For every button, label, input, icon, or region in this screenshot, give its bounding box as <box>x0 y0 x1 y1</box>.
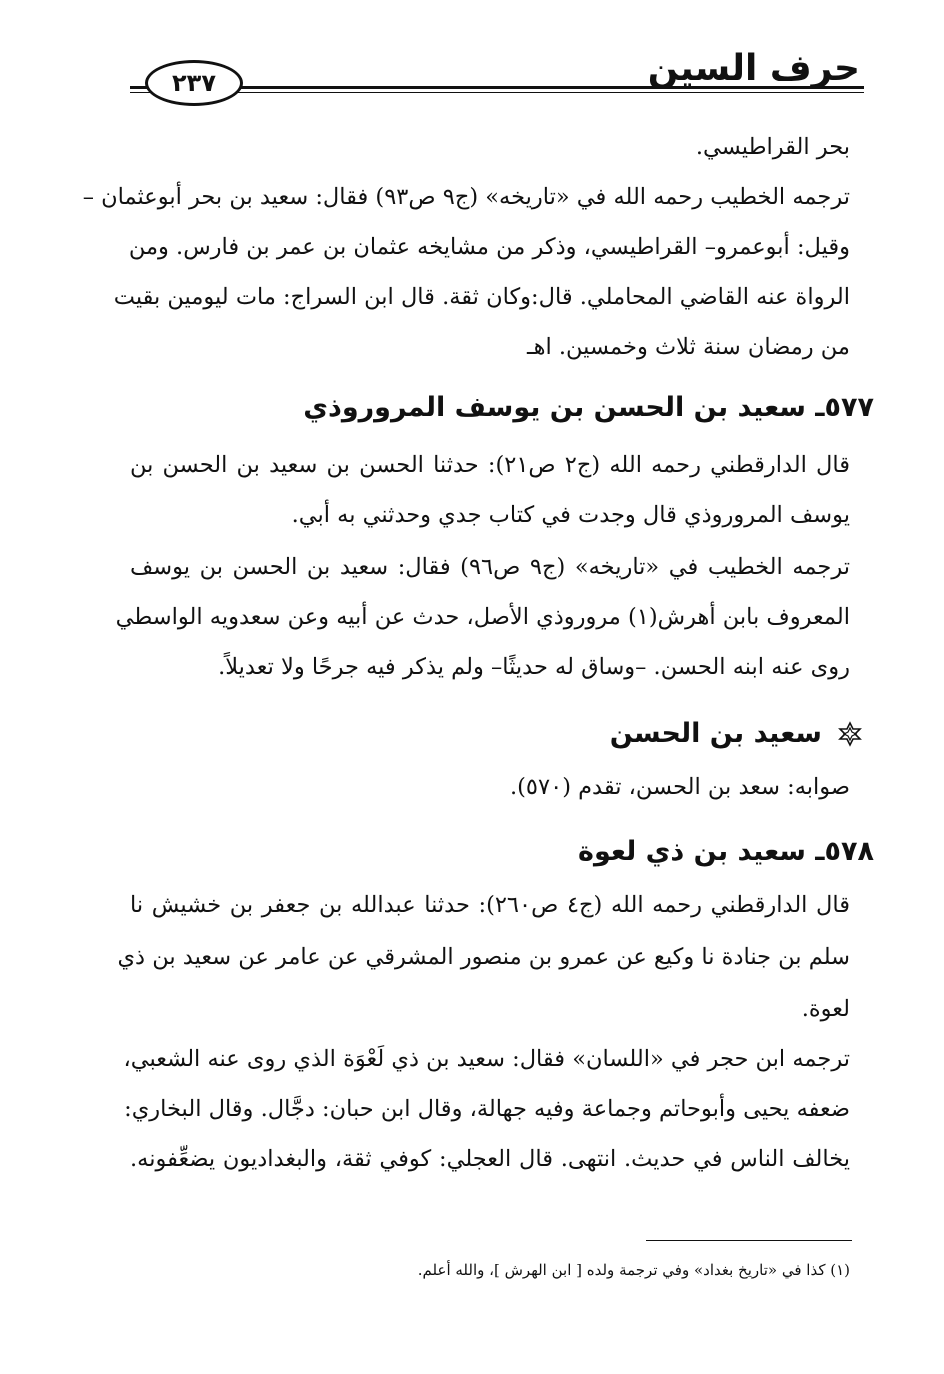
intro-line: من رمضان سنة ثلاث وخمسين. اهـ <box>527 334 850 360</box>
note-entry-text: صوابه: سعد بن الحسن، تقدم (٥٧٠). <box>509 774 850 800</box>
header-rule-thin <box>130 92 864 93</box>
entry-heading-578: ٥٧٨ـ سعيد بن ذي لعوة <box>578 836 874 867</box>
entry-577-text: ترجمه الخطيب في «تاريخه» (ج٩ ص٩٦) فقال: سعيد بن الحسن بن يوسف <box>130 554 850 580</box>
chapter-title: حرف السين <box>647 48 860 89</box>
entry-577-text: قال الدارقطني رحمه الله (ج٢ ص٢١): حدثنا الحسن بن سعيد بن الحسن بن <box>130 452 851 478</box>
entry-578-text: ضعفه يحيى وأبوحاتم وجماعة وفيه جهالة، وقال ابن حبان: دجَّال. وقال البخاري: <box>124 1096 850 1122</box>
entry-577-text: المعروف بابن أهرش(١) مروروذي الأصل، حدث عن أبيه وعن سعدويه الواسطي <box>115 604 850 630</box>
entry-heading-577: ٥٧٧ـ سعيد بن الحسن بن يوسف المروروذي <box>303 392 874 423</box>
star-ornament-icon <box>838 722 862 746</box>
footnote: (١) كذا في «تاريخ بغداد» وفي ترجمة ولده [ ابن الهرش ]، والله أعلم. <box>417 1261 850 1279</box>
note-entry-heading <box>610 718 862 749</box>
entry-578-text: سلم بن جنادة نا وكيع عن عمرو بن منصور المشرقي عن عامر عن سعيد بن ذي <box>117 944 850 970</box>
intro-line: الرواة عنه القاضي المحاملي. قال:وكان ثقة. قال ابن السراج: مات ليومين بقيت <box>113 284 850 310</box>
entry-578-text: ترجمه ابن حجر في «اللسان» فقال: سعيد بن ذي لَعْوَة الذي روى عنه الشعبي، <box>123 1046 850 1072</box>
entry-578-text: لعوة. <box>801 996 850 1022</box>
intro-line: ترجمه الخطيب رحمه الله في «تاريخه» (ج٩ ص٩٣) فقال: سعيد بن بحر أبوعثمان – <box>82 184 850 210</box>
entry-577-text: روى عنه ابنه الحسن. –وساق له حديثًا– ولم يذكر فيه جرحًا ولا تعديلاً. <box>218 654 850 680</box>
footnote-rule <box>646 1240 852 1241</box>
entry-578-text: قال الدارقطني رحمه الله (ج٤ ص٢٦٠): حدثنا عبدالله بن جعفر بن خشيش نا <box>130 892 851 918</box>
page-number: ٢٣٧ <box>145 60 243 106</box>
intro-line: وقيل: أبوعمرو– القراطيسي، وذكر من مشايخه عثمان بن عمر بن فارس. ومن <box>128 234 850 260</box>
intro-line: بحر القراطيسي. <box>695 134 850 160</box>
entry-577-text: يوسف المروروذي قال وجدت في كتاب جدي وحدثني به أبي. <box>291 502 850 528</box>
note-entry-title: سعيد بن الحسن <box>609 718 822 749</box>
entry-578-text: يخالف الناس في حديث. انتهى. قال العجلي: كوفي ثقة، والبغداديون يضعِّفونه. <box>130 1146 850 1172</box>
